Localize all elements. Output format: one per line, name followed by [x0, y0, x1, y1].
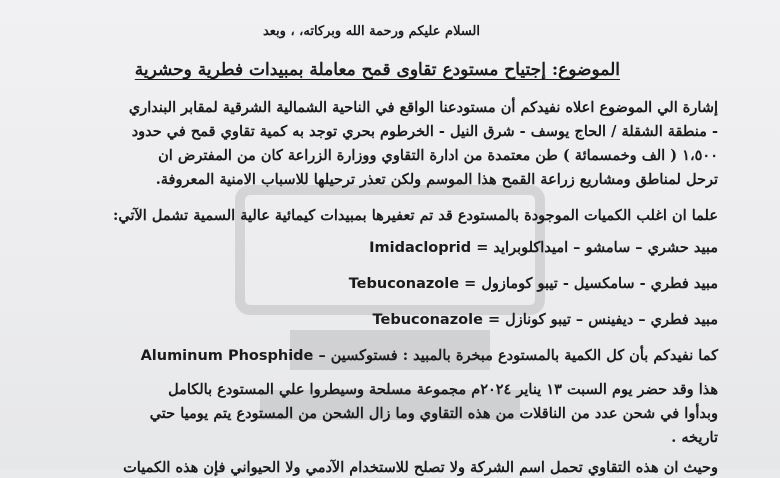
paragraph3-line2: وبدأوا في شحن عدد من الناقلات من هذه التقاوي وما زال الشحن من المستودع يتم يوميا حتي — [149, 405, 718, 422]
pesticide-row-3 — [373, 310, 718, 330]
pesticide-2-arabic: مبيد فطري - سامكسيل - تيبو كومازول = — [464, 275, 718, 292]
pesticide-3-latin: Tebuconazole — [372, 312, 483, 328]
paragraph1-line3: ١،٥٠٠ ( الف وخمسمائة ) طن معتمدة من ادارة التقاوي ووزارة الزراعة كان من المفترض ان — [158, 147, 718, 164]
pesticide-row-2 — [349, 274, 718, 294]
pesticide-row-1 — [369, 238, 718, 258]
fumigation-arabic: كما نفيدكم بأن كل الكمية بالمستودع مبخرة بالمبيد : فستوكسين – — [318, 347, 718, 364]
pesticide-1-latin: Imidacloprid — [369, 240, 472, 256]
subject-line: الموضوع: إجتياح مستودع تقاوى قمح معاملة بمبيدات فطرية وحشرية — [134, 60, 620, 80]
paragraph1-line1: إشارة الي الموضوع اعلاه نفيدكم أن مستودعنا الواقع في الناحية الشمالية الشرقية لمقابر البنداري — [128, 99, 718, 116]
pesticide-1-arabic: مبيد حشري – سامشو – اميداكلوبرايد = — [476, 239, 718, 256]
paragraph2: علما ان اغلب الكميات الموجودة بالمستودع قد تم تعفيرها بمبيدات كيمائية عالية السمية تشمل الآتي: — [113, 207, 718, 224]
paragraph4-partial: وحيث ان هذه التقاوي تحمل اسم الشركة ولا تصلح للاستخدام الآدمي ولا الحيواني فإن هذه الكميات — [123, 459, 718, 476]
pesticide-2-latin: Tebuconazole — [348, 276, 460, 292]
paragraph3-line1: هذا وقد حضر يوم السبت ١٣ يناير ٢٠٢٤م مجموعة مسلحة وسيطروا علي المستودع بالكامل — [168, 381, 718, 398]
fumigation-latin: Aluminum Phosphide — [140, 348, 314, 364]
salutation: السلام عليكم ورحمة الله وبركاته، ، وبعد — [262, 24, 480, 39]
paragraph1-line2: - منطقة الشقلة / الحاج يوسف - شرق النيل - الخرطوم بحري توجد به كمية تقاوي قمح في حدود — [131, 123, 718, 140]
paragraph3-line3: تاريخه . — [671, 429, 718, 446]
paragraph1-line4: ترحل لمناطق ومشاريع زراعة القمح هذا الموسم ولكن تعذر ترحيلها للاسباب الامنية المعروفة. — [155, 171, 718, 188]
pesticide-3-arabic: مبيد فطري – ديفينس – تيبو كونازل = — [487, 311, 718, 328]
fumigation-line — [141, 346, 718, 366]
